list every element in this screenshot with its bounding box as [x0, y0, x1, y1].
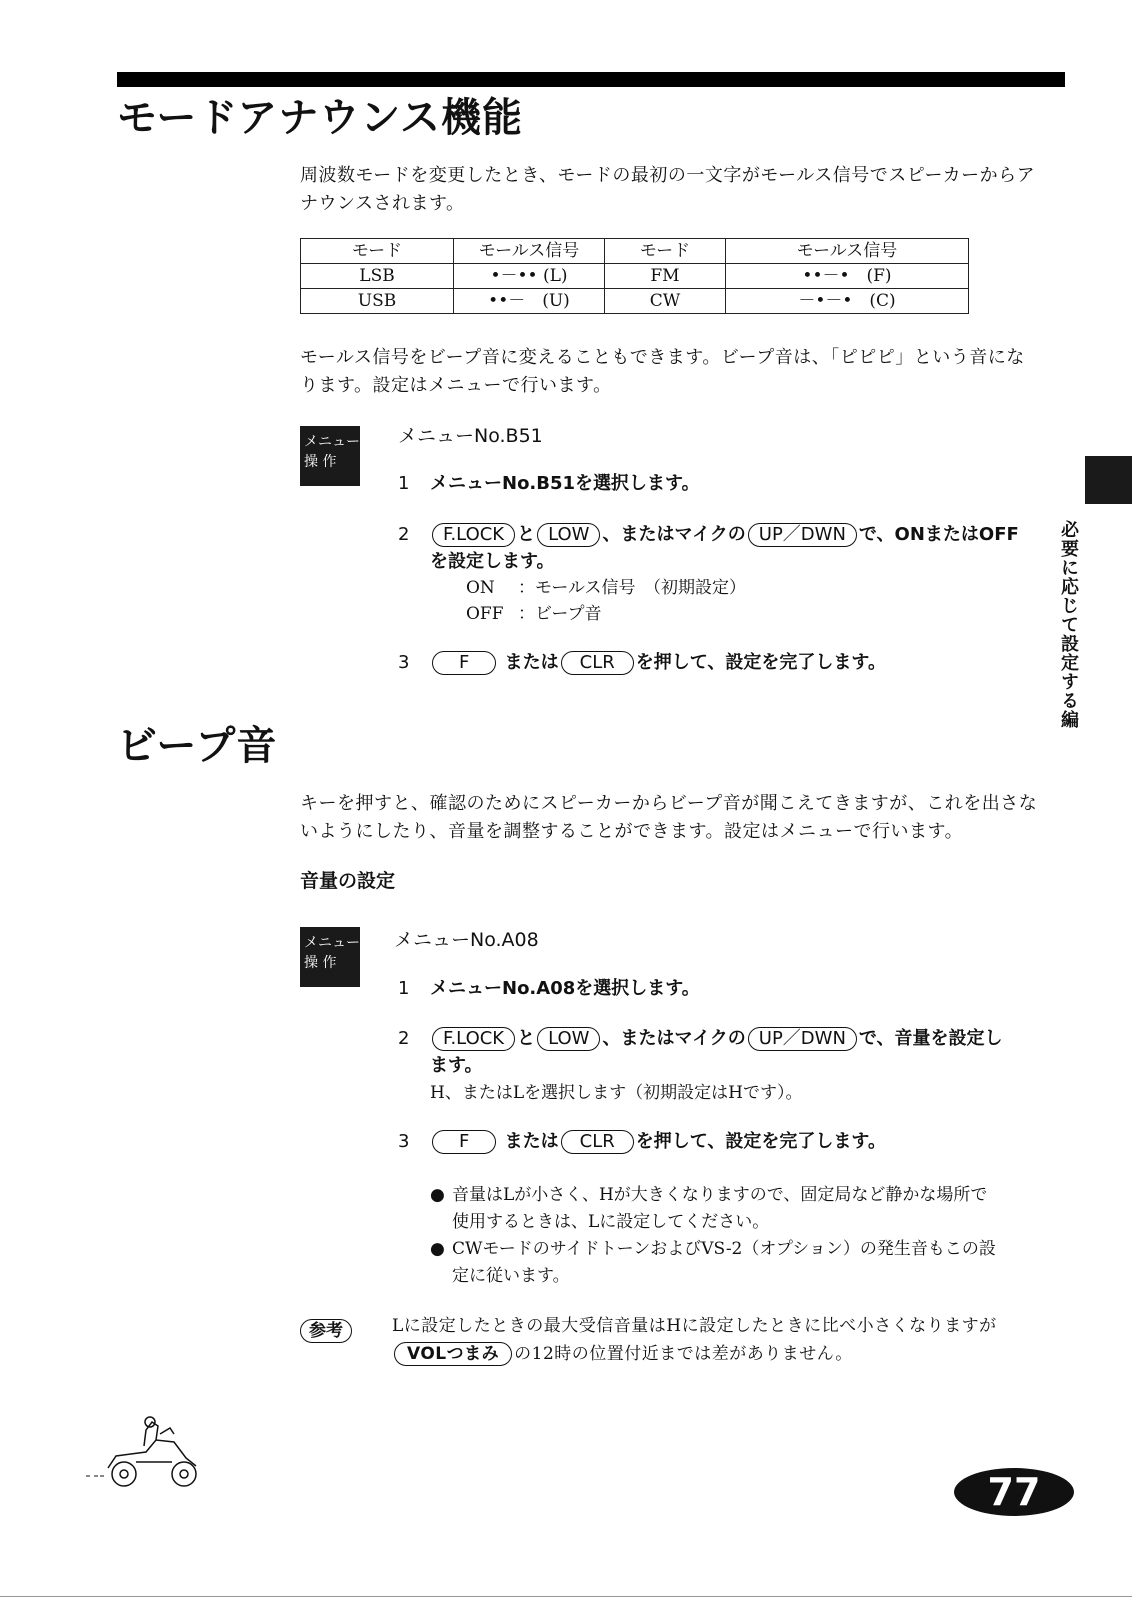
morse-table — [300, 238, 969, 314]
key-up-dwn: UP／DWN — [748, 1027, 857, 1051]
key-low: LOW — [537, 1027, 600, 1051]
table-cell: －•－• (C) — [726, 289, 969, 314]
option-on: ON ：モールス信号 （初期設定） — [466, 578, 746, 598]
subheading-volume-setting: 音量の設定 — [300, 870, 396, 892]
bullet-dot-icon: ● — [430, 1185, 445, 1205]
table-cell: USB — [301, 289, 454, 314]
table-cell: ••－ (U) — [454, 289, 605, 314]
key-vol-knob: VOLつまみ — [394, 1342, 512, 1366]
reference-label: 参考 — [300, 1316, 352, 1341]
key-f-lock: F.LOCK — [432, 1027, 515, 1051]
bullet-dot-icon: ● — [430, 1239, 445, 1259]
footer-rule — [0, 1596, 1132, 1597]
step-2-continued: を設定します。 — [430, 551, 555, 572]
list-item: ● 音量はLが小さく、Hが大きくなりますので、固定局など静かな場所で 使用するときは、Lに設定してください。 — [430, 1182, 1070, 1236]
table-header-cell: モード — [605, 239, 726, 264]
bullet-list — [430, 1182, 1070, 1290]
menu-number-title: メニューNo.B51 — [398, 425, 543, 447]
section-title-beep: ビープ音 — [117, 723, 278, 769]
table-row — [301, 289, 969, 314]
key-clr: CLR — [561, 1130, 634, 1154]
table-cell: FM — [605, 264, 726, 289]
step-2: 2 F.LOCK と LOW 、またはマイクの UP／DWN で、ONまたはOFF — [398, 524, 1019, 545]
side-tab-marker — [1085, 456, 1132, 504]
table-row — [301, 264, 969, 289]
menu-number-title: メニューNo.A08 — [394, 929, 539, 951]
section-title-mode-announce: モードアナウンス機能 — [117, 95, 523, 141]
morse-table-grid — [300, 238, 969, 314]
table-cell: •－•• (L) — [454, 264, 605, 289]
key-up-dwn: UP／DWN — [748, 523, 857, 547]
step-3: 3 F または CLR を押して、設定を完了します。 — [398, 1131, 886, 1152]
menu-operation-badge: メニュー 操 作 — [300, 426, 360, 486]
step-1: 1 メニューNo.B51を選択します。 — [398, 473, 700, 494]
section2-intro: キーを押すと、確認のためにスピーカーからビープ音が聞こえてきますが、これを出さな いようにしたり、音量を調整することができます。設定はメニューで行います。 — [300, 793, 1038, 842]
list-item: ● CWモードのサイドトーンおよびVS-2（オプション）の発生音もこの設 定に従います。 — [430, 1236, 1070, 1290]
step-2: 2 F.LOCK と LOW 、またはマイクの UP／DWN で、音量を設定し — [398, 1028, 1003, 1049]
car-illustration — [86, 1412, 206, 1496]
header-rule — [117, 72, 1065, 87]
option-off: OFF ：ビープ音 — [466, 604, 602, 624]
table-header-cell: モールス信号 — [726, 239, 969, 264]
vintage-car-icon — [86, 1412, 206, 1492]
table-cell: ••－• (F) — [726, 264, 969, 289]
step-3: 3 F または CLR を押して、設定を完了します。 — [398, 652, 886, 673]
table-cell: CW — [605, 289, 726, 314]
key-clr: CLR — [561, 651, 634, 675]
table-header-cell: モールス信号 — [454, 239, 605, 264]
step-1: 1 メニューNo.A08を選択します。 — [398, 978, 700, 999]
section1-para2: モールス信号をビープ音に変えることもできます。ビープ音は、「ピピピ」という音にな ります。設定はメニューで行います。 — [300, 347, 1025, 396]
step-2-continued: ます。 — [430, 1055, 483, 1076]
key-f-lock: F.LOCK — [432, 523, 515, 547]
reference-note: Lに設定したときの最大受信音量はHに設定したときに比べ小さくなりますが VOLつまみ の12時の位置付近までは差がありません。 — [392, 1316, 997, 1364]
table-header-cell: モード — [301, 239, 454, 264]
option-list — [466, 575, 746, 627]
section1-intro: 周波数モードを変更したとき、モードの最初の一文字がモールス信号でスピーカーからア ナウンスされます。 — [300, 165, 1036, 214]
side-tab-label: 必要に応じて設定する編 — [1058, 520, 1079, 729]
table-cell: LSB — [301, 264, 454, 289]
page-number-badge: 77 — [954, 1468, 1074, 1516]
key-f: F — [432, 651, 496, 675]
key-low: LOW — [537, 523, 600, 547]
menu-operation-badge: メニュー 操 作 — [300, 927, 360, 987]
table-header-row — [301, 239, 969, 264]
key-f: F — [432, 1130, 496, 1154]
step-2-note: H、またはLを選択します（初期設定はHです）。 — [430, 1083, 803, 1103]
